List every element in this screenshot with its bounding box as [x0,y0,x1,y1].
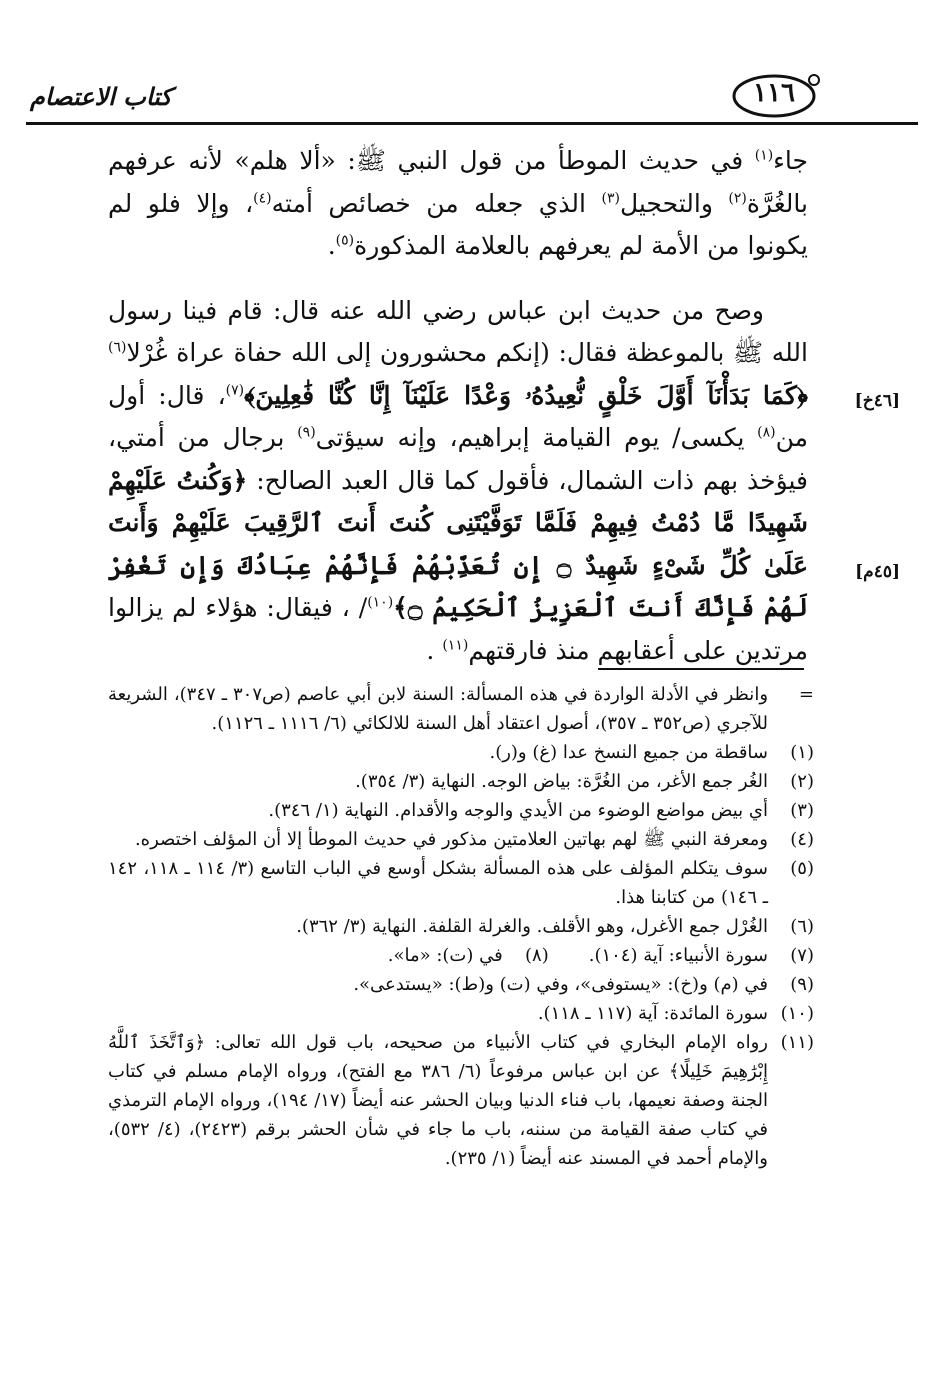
footnote-ref[interactable]: (١) [754,147,774,164]
footnote-11 [108,1028,814,1173]
footnote-separator [598,668,804,670]
footnote-text: ساقطة من جميع النسخ عدا (غ) و(ر). [489,742,768,763]
footnote-3 [108,796,814,825]
body-text: . [426,635,443,665]
footnote-text: الغُر جمع الأغر، من الغُرَّة: بياض الوجه. النهاية (٣/ ٣٥٤). [355,771,768,792]
footnote-8 [388,941,549,970]
continuation-marker: = [798,684,814,705]
body-text: ، قال: أول من [108,380,809,452]
body-text: في حديث الموطأ من قول النبي ﷺ: «ألا هلم» لأنه عرفهم بالغُرَّة [108,146,808,218]
footnote-number: (٣) [790,800,814,821]
footnote-ref[interactable]: (٣) [601,190,620,207]
footnote-text: أي بيض مواضع الوضوء من الأيدي والوجه والأقدام. النهاية (١/ ٣٤٦). [268,800,768,821]
footnote-5 [108,854,814,912]
footnote-continuation-text: وانظر في الأدلة الواردة في هذه المسألة: السنة لابن أبي عاصم (ص٣٠٧ ـ ٣٤٧)، الشريعة للآجري (ص٣٥٢ ـ ٣٥٧)، أصول اعتقاد أهل السنة للالكائي (٦/ ١١١٦ ـ ١١٢٦). [108,684,769,734]
quran-verse: ﴿كَمَا بَدَأْنَآ أَوَّلَ خَلْقٍ نُّعِيدُهُۥ وَعْدًا عَلَيْنَآ إِنَّا كُنَّا فَٰعِلِينَ﴾ [244,380,808,410]
footnote-9 [108,970,814,999]
footnote-ref[interactable]: (١٠) [367,594,394,611]
body-text: والتحجيل [619,188,729,218]
footnote-number: (٦) [790,916,814,937]
quran-verse: ﴿وَكُنتُ عَلَيْهِمْ شَهِيدًا مَّا دُمْتُ فِيهِمْ فَلَمَّا تَوَفَّيْتَنِى كُنتَ أَنتَ ٱلرَّقِيبَ عَلَيْهِمْ وَأَنتَ عَلَىٰ كُلِّ شَىْءٍ شَهِيدٌ ۝ إِن تُعَذِّبْهُمْ فَإِنَّهُمْ عِبَادُكَ وَإِن تَغْفِرْ لَهُمْ فَإِنَّكَ أَنتَ ٱلْعَزِيزُ ٱلْحَكِيمُ ۝﴾ [108,465,808,622]
margin-ref-manuscript-m: [٤٥م] [855,562,900,582]
body-text: برجال من أمتي، فيؤخذ بهم ذات الشمال، فأقول كما قال العبد الصالح: [108,423,808,495]
footnote-ref[interactable]: (٨) [757,424,776,441]
footnote-2 [108,767,814,796]
page-number: ١١٦ [753,78,795,108]
footnote-text: في (ت): «ما». [387,945,503,966]
footnote-text: سوف يتكلم المؤلف على هذه المسألة بشكل أوسع في الباب التاسع (٣/ ١١٤ ـ ١١٨، ١٤٢ ـ ١٤٦) من كتابنا هذا. [108,858,769,908]
paragraph-1 [108,140,808,268]
footnote-number: (٨) [524,945,549,966]
footnote-ref[interactable]: (١١) [442,637,469,654]
footnote-ref[interactable]: (٢) [728,190,747,207]
footnote-ref[interactable]: (٥) [335,232,355,249]
body-text: ، وإلا فلو لم يكونوا من الأمة لم يعرفهم بالعلامة المذكورة [108,188,808,260]
body-text: وصح من حديث ابن عباس رضي الله عنه قال: قام فينا رسول الله ﷺ بالموعظة فقال: (إنكم محشورون إلى الله حفاة عراة غُرْلا [108,295,808,367]
footnote-4 [108,825,814,854]
footnote-row-7-8 [108,941,814,970]
header-rule [26,122,918,125]
footnote-number: (٤) [790,829,814,850]
footnote-text: ومعرفة النبي ﷺ لهم بهاتين العلامتين مذكور في حديث الموطأ إلا أن المؤلف اختصره. [134,829,768,850]
footnote-ref[interactable]: (٧) [225,382,245,399]
body-text: الذي جعله من خصائص أمته [271,188,602,218]
paragraph-2 [108,290,808,673]
footnote-1 [108,738,814,767]
footnote-number: (٥) [790,858,814,879]
footnote-ref[interactable]: (٤) [253,190,272,207]
footnote-text: سورة المائدة: آية (١١٧ ـ ١١٨). [537,1003,768,1024]
footnote-text: في (م) و(خ): «يستوفى»، وفي (ت) و(ط): «يستدعى». [353,974,768,995]
footnote-number: (١) [790,742,814,763]
footnote-10 [108,999,814,1028]
footnote-number: (١١) [780,1032,814,1053]
footnote-ref[interactable]: (٦) [108,339,127,356]
body-text: جاء [773,146,808,175]
main-text [108,140,808,672]
footnotes [108,680,814,1173]
page-number-badge [726,72,822,118]
footnote-ref[interactable]: (٩) [297,424,316,441]
running-title: كتاب الاعتصام [30,82,172,111]
footnote-number: (٧) [790,945,814,966]
footnote-text: سورة الأنبياء: آية (١٠٤). [588,945,768,966]
footnote-number: (٢) [790,771,814,792]
footnote-6 [108,912,814,941]
footnote-text: رواه الإمام البخاري في كتاب الأنبياء من صحيحه، باب قول الله تعالى: ﴿وَٱتَّخَذَ ٱللَّهُ إِبْرَٰهِيمَ خَلِيلًا﴾ عن ابن عباس مرفوعاً (٦/ ٣٨٦ مع الفتح)، ورواه الإمام مسلم في كتاب الجنة وصفة نعيمها، باب فناء الدنيا وبيان الحشر عنه أيضاً (١٧/ ١٩٤)، ورواه الإمام الترمذي في كتاب صفة القيامة من سننه، باب ما جاء في شأن الحشر برقم (٢٤٢٣)، (٤/ ٥٣٢)، والإمام أحمد في المسند عنه أيضاً (١/ ٢٣٥). [108,1032,768,1169]
body-text: . [327,231,336,260]
margin-ref-manuscript-kh: [٤٦خ] [854,391,900,411]
footnote-text: الغُرْل جمع الأغرل، وهو الأقلف. والغرلة القلفة. النهاية (٣/ ٣٦٢). [296,916,768,937]
footnote-number: (٩) [790,974,814,995]
footnote-7 [589,941,814,970]
body-text: يكسى/ يوم القيامة إبراهيم، وإنه سيؤتى [315,423,758,452]
footnote-number: (١٠) [780,1003,814,1024]
footnote-continuation [108,680,814,738]
body-text: / ، فيقال: هؤلاء لم يزالوا مرتدين على أعقابهم منذ فارقتهم [108,593,808,665]
page-header [26,72,918,122]
